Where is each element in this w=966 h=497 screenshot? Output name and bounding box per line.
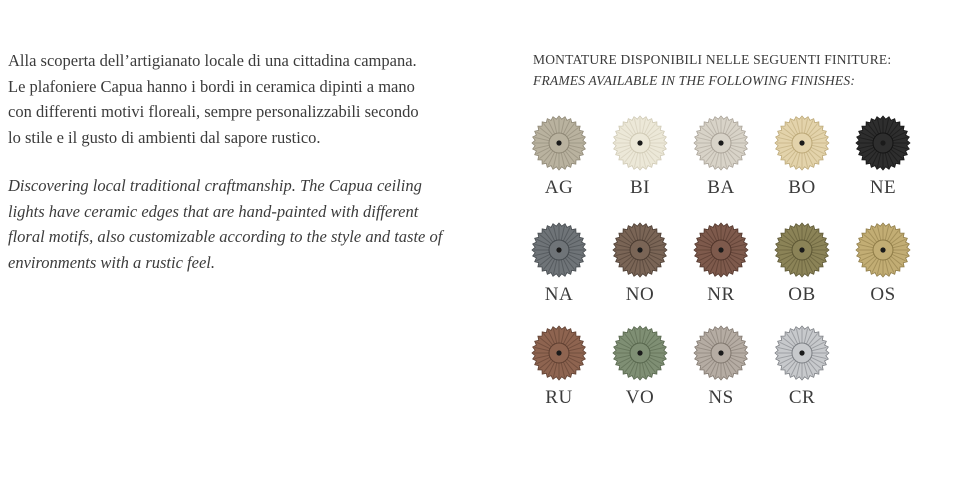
italian-line: Le plafoniere Capua hanno i bordi in ceramica dipinti a mano [8,76,415,96]
english-line: Discovering local traditional craftmanship. The Capua ceiling [8,176,422,195]
finish-swatch-na [529,222,589,306]
italian-line: lo stile e il gusto di ambienti dal sapore rustico. [8,127,321,147]
finish-disc-image [855,115,911,171]
finish-disc-image [855,222,911,278]
finish-disc-image [693,115,749,171]
finish-swatch-ag [529,115,589,199]
finish-disc-image [612,115,668,171]
finish-disc-image [774,222,830,278]
finishes-column [533,52,963,89]
finish-code-label: AG [544,177,574,198]
finish-swatch-ru [529,325,589,409]
finish-swatch-vo [610,325,670,409]
english-line: floral motifs, also customizable according to the style and taste of [8,227,443,246]
finish-swatch-ne [853,115,913,199]
finish-swatch-os [853,222,913,306]
finish-swatch-nr [691,222,751,306]
italian-line: Alla scoperta dell’artigianato locale di una cittadina campana. [8,51,417,70]
finish-disc-image [531,222,587,278]
finish-disc-image [612,325,668,381]
english-line: lights have ceramic edges that are hand-painted with different [8,201,419,221]
finish-code-label: NR [707,284,735,305]
english-line: environments with a rustic feel. [8,252,215,272]
finish-swatch-ns [691,325,751,409]
finish-swatch-bi [610,115,670,199]
finish-code-label: OS [870,284,896,305]
finish-disc-image [531,115,587,171]
finish-code-label: BI [630,177,650,198]
finish-swatch-ba [691,115,751,199]
finish-code-label: NA [544,284,574,305]
finish-disc-image [693,325,749,381]
finish-disc-image [774,325,830,381]
finish-code-label: RU [545,387,573,408]
finish-disc-image [612,222,668,278]
finish-code-label: VO [625,387,655,408]
finish-code-label: CR [788,387,816,408]
finish-disc-image [774,115,830,171]
description-column [8,48,488,275]
finish-swatch-bo [772,115,832,199]
finish-code-label: OB [788,284,816,305]
finish-code-label: BO [788,177,816,198]
finish-disc-image [531,325,587,381]
finish-swatch-cr [772,325,832,409]
finish-code-label: NS [708,387,734,408]
italian-line: con differenti motivi floreali, sempre personalizzabili secondo [8,102,419,121]
finish-swatch-ob [772,222,832,306]
finish-code-label: NE [869,177,897,198]
finishes-heading-english: FRAMES AVAILABLE IN THE FOLLOWING FINISHES: [533,73,856,88]
description-english [8,173,488,275]
finish-disc-image [693,222,749,278]
finish-code-label: BA [707,177,735,198]
finish-swatch-no [610,222,670,306]
finishes-heading-italian: MONTATURE DISPONIBILI NELLE SEGUENTI FINITURE: [533,52,892,67]
description-italian [8,48,488,150]
finish-code-label: NO [625,284,655,305]
